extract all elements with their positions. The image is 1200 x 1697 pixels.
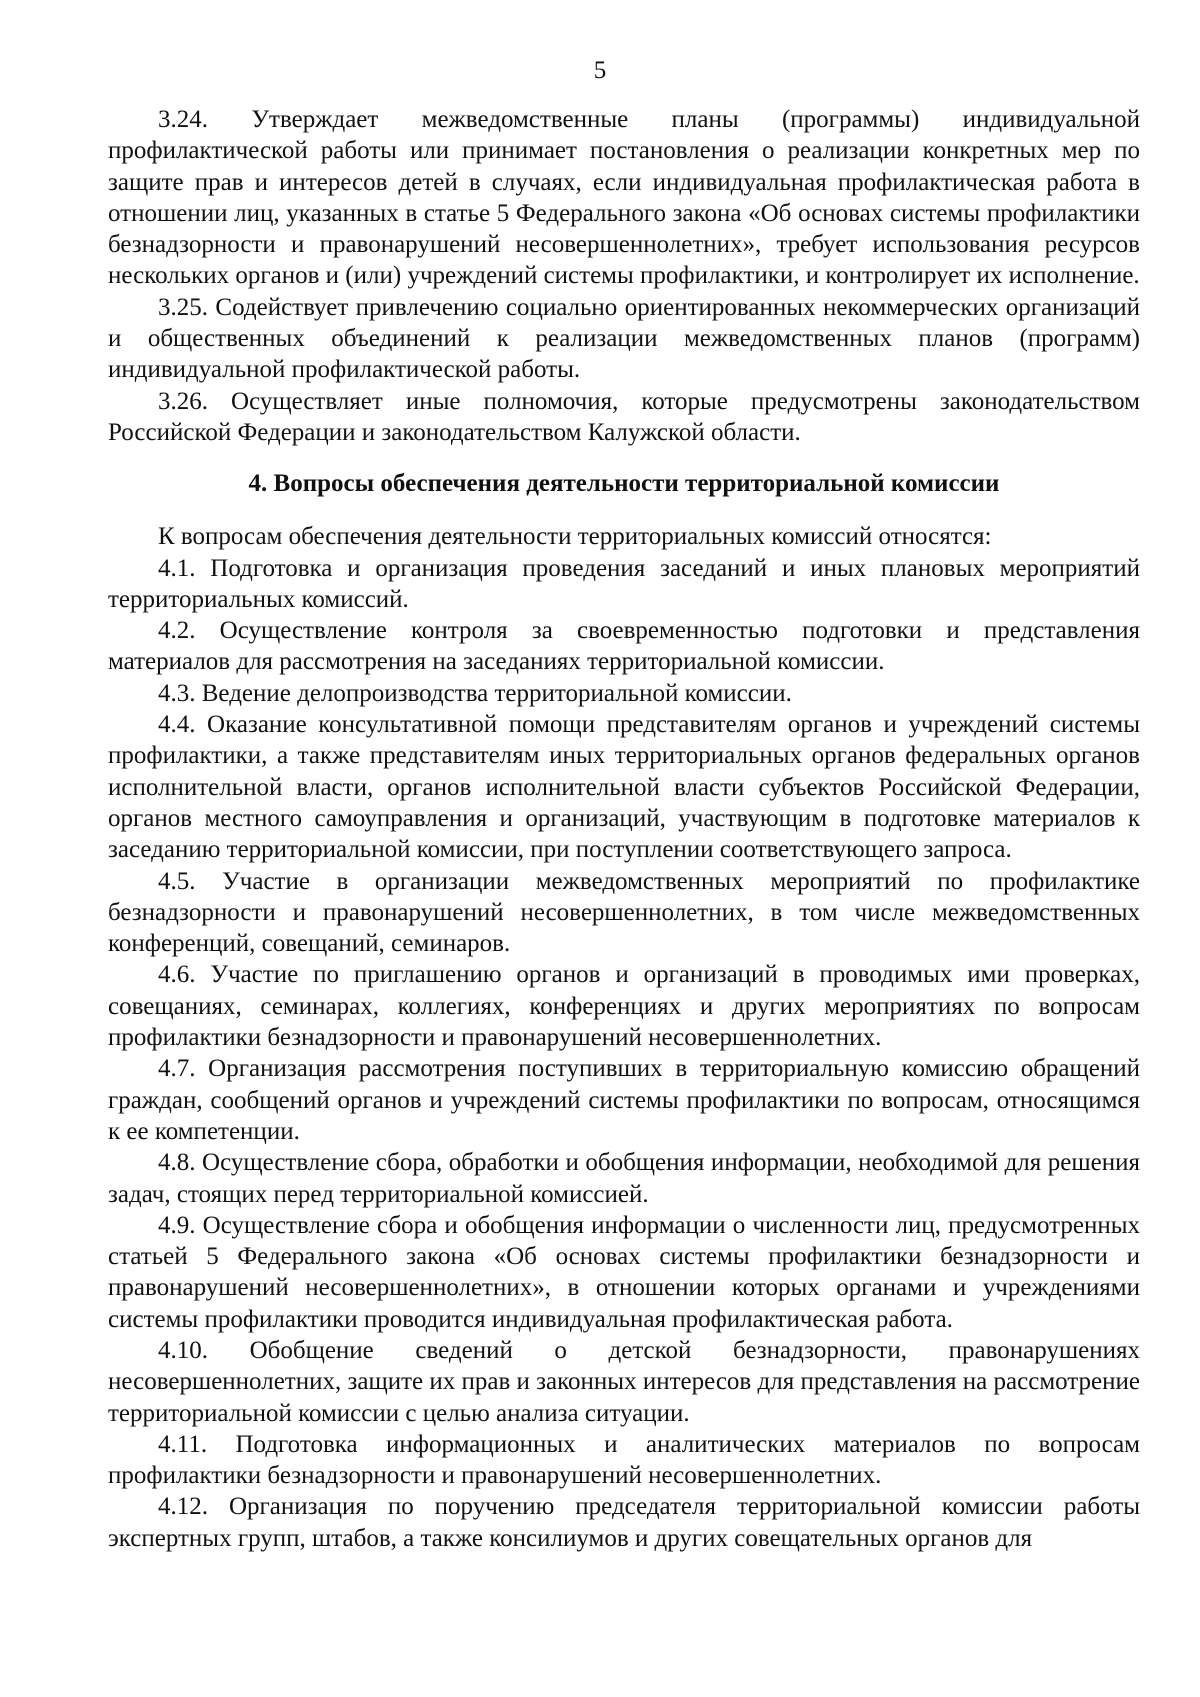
paragraph-3-25: 3.25. Содействует привлечению социально ориентированных некоммерческих организаций и общественных объединений к реализации межведомственных планов (программ) индивидуальной профилактической работы. bbox=[108, 293, 1140, 384]
page-number: 5 bbox=[593, 57, 607, 84]
paragraph-4-11: 4.11. Подготовка информационных и аналитических материалов по вопросам профилактики безнадзорности и правонарушений несовершеннолетних. bbox=[108, 1430, 1140, 1490]
paragraph-4-10: 4.10. Обобщение сведений о детской безнадзорности, правонарушениях несовершеннолетних, защите их прав и законных интересов для представления на рассмотрение территориальной комиссии с целью анализа ситуации. bbox=[108, 1336, 1140, 1427]
paragraph-4-12: 4.12. Организация по поручению председателя территориальной комиссии работы экспертных групп, штабов, а также консилиумов и других совещательных органов для bbox=[108, 1493, 1140, 1552]
paragraph-4-6: 4.6. Участие по приглашению органов и организаций в проводимых ими проверках, совещаниях, семинарах, коллегиях, конференциях и других мероприятиях по вопросам профилактики безнадзорности и правонарушений несовершеннолетних. bbox=[108, 961, 1140, 1052]
paragraph-4-7: 4.7. Организация рассмотрения поступивших в территориальную комиссию обращений граждан, сообщений органов и учреждений системы профилактики по вопросам, относящимся к ее компетенции. bbox=[108, 1055, 1140, 1145]
document-body bbox=[108, 104, 1140, 1554]
section-4-heading: 4. Вопросы обеспечения деятельности территориальной комиссии bbox=[248, 470, 1000, 498]
section-4-intro: К вопросам обеспечения деятельности территориальных комиссий относятся: bbox=[158, 523, 992, 551]
paragraph-4-8: 4.8. Осуществление сбора, обработки и обобщения информации, необходимой для решения задач, стоящих перед территориальной комиссией. bbox=[108, 1149, 1140, 1208]
paragraph-4-5: 4.5. Участие в организации межведомственных мероприятий по профилактике безнадзорности и правонарушений несовершеннолетних, в том числе межведомственных конференций, совещаний, семинаров. bbox=[108, 867, 1140, 958]
paragraph-4-9: 4.9. Осуществление сбора и обобщения информации о численности лиц, предусмотренных статьей 5 Федерального закона «Об основах системы профилактики безнадзорности и правонарушений несовершеннолетних», в отношении которых органами и учреждениями системы профилактики проводится индивидуальная профилактическая работа. bbox=[108, 1211, 1140, 1333]
paragraph-4-3: 4.3. Ведение делопроизводства территориальной комиссии. bbox=[158, 679, 792, 707]
paragraph-4-1: 4.1. Подготовка и организация проведения заседаний и иных плановых мероприятий территориальных комиссий. bbox=[108, 554, 1140, 613]
paragraph-3-24: 3.24. Утверждает межведомственные планы (программы) индивидуальной профилактической работы или принимает постановления о реализации конкретных мер по защите прав и интересов детей в случаях, если индивидуальная профилактическая работа в отношении лиц, указанных в статье 5 Федерального закона «Об основах системы профилактики безнадзорности и правонарушений несовершеннолетних», требует использования ресурсов нескольких органов и (или) учреждений системы профилактики, и контролирует их исполнение. bbox=[108, 106, 1140, 290]
paragraph-4-4: 4.4. Оказание консультативной помощи представителям органов и учреждений системы профилактики, а также представителям иных территориальных органов федеральных органов исполнительной власти, органов исполнительной власти субъектов Российской Федерации, органов местного самоуправления и организаций, участвующим в подготовке материалов к заседанию территориальной комиссии, при поступлении соответствующего запроса. bbox=[108, 711, 1140, 864]
paragraph-3-26: 3.26. Осуществляет иные полномочия, которые предусмотрены законодательством Российской Федерации и законодательством Калужской области. bbox=[108, 387, 1140, 446]
paragraph-4-2: 4.2. Осуществление контроля за своевременностью подготовки и представления материалов для рассмотрения на заседаниях территориальной комиссии. bbox=[108, 617, 1140, 676]
